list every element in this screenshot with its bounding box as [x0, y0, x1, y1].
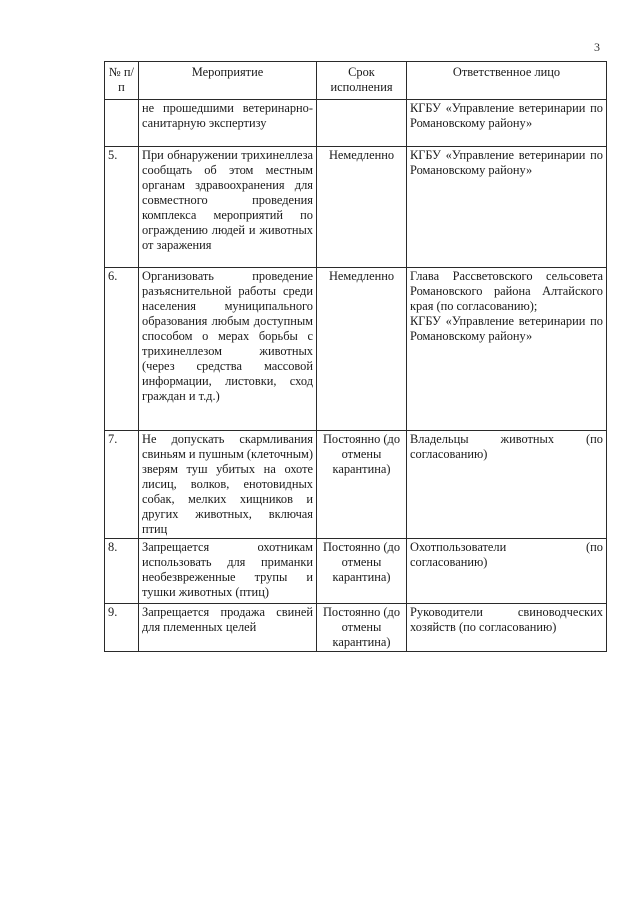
cell-responsible: КГБУ «Управление ветеринарии по Романовскому району» — [407, 100, 607, 147]
header-responsible: Ответственное лицо — [407, 62, 607, 100]
table-row — [105, 539, 607, 604]
table-row — [105, 604, 607, 652]
header-number: № п/п — [105, 62, 139, 100]
cell-responsible: Охотпользователи (по согласованию) — [407, 539, 607, 604]
page-number: 3 — [594, 40, 600, 54]
cell-activity: Запрещается продажа свиней для племенных целей — [139, 604, 317, 652]
cell-term — [317, 100, 407, 147]
table-header-row — [105, 62, 607, 100]
cell-number: 6. — [105, 268, 139, 431]
cell-term: Немедленно — [317, 268, 407, 431]
cell-term: Постоянно (до отмены карантина) — [317, 539, 407, 604]
cell-term: Постоянно (до отмены карантина) — [317, 604, 407, 652]
responsible-head-of-council: Глава Рассветовского сельсовета Романовского района Алтайского края (по согласованию); — [410, 269, 603, 313]
header-term: Срок исполнения — [317, 62, 407, 100]
cell-number: 9. — [105, 604, 139, 652]
table-row-continuation — [105, 100, 607, 147]
cell-activity: Запрещается охотникам использовать для приманки необезвреженные трупы и тушки животных (птиц) — [139, 539, 317, 604]
cell-responsible — [407, 268, 607, 431]
cell-number — [105, 100, 139, 147]
responsible-vet-department: КГБУ «Управление ветеринарии по Романовскому району» — [410, 314, 603, 343]
cell-responsible: КГБУ «Управление ветеринарии по Романовскому району» — [407, 147, 607, 268]
cell-number: 7. — [105, 431, 139, 539]
table-row — [105, 147, 607, 268]
header-activity: Мероприятие — [139, 62, 317, 100]
cell-responsible: Владельцы животных (по согласованию) — [407, 431, 607, 539]
cell-number: 5. — [105, 147, 139, 268]
cell-term: Постоянно (до отмены карантина) — [317, 431, 407, 539]
cell-activity: не прошедшими ветеринарно-санитарную экспертизу — [139, 100, 317, 147]
cell-number: 8. — [105, 539, 139, 604]
cell-responsible: Руководители свиноводческих хозяйств (по согласованию) — [407, 604, 607, 652]
cell-activity: При обнаружении трихинеллеза сообщать об этом местным органам здравоохранения для совместного проведения комплекса мероприятий по ограждению людей и животных от заражения — [139, 147, 317, 268]
table-row — [105, 431, 607, 539]
activities-table — [104, 61, 607, 652]
cell-term: Немедленно — [317, 147, 407, 268]
table-row — [105, 268, 607, 431]
cell-activity: Организовать проведение разъяснительной работы среди населения муниципального образования любым доступным способом о мерах борьбы с трихинеллезом животных (через средства массовой информации, листовки, сход граждан и т.д.) — [139, 268, 317, 431]
cell-activity: Не допускать скармливания свиньям и пушным (клеточным) зверям туш убитых на охоте лисиц, волков, енотовидных собак, мелких хищников и других животных, включая птиц — [139, 431, 317, 539]
